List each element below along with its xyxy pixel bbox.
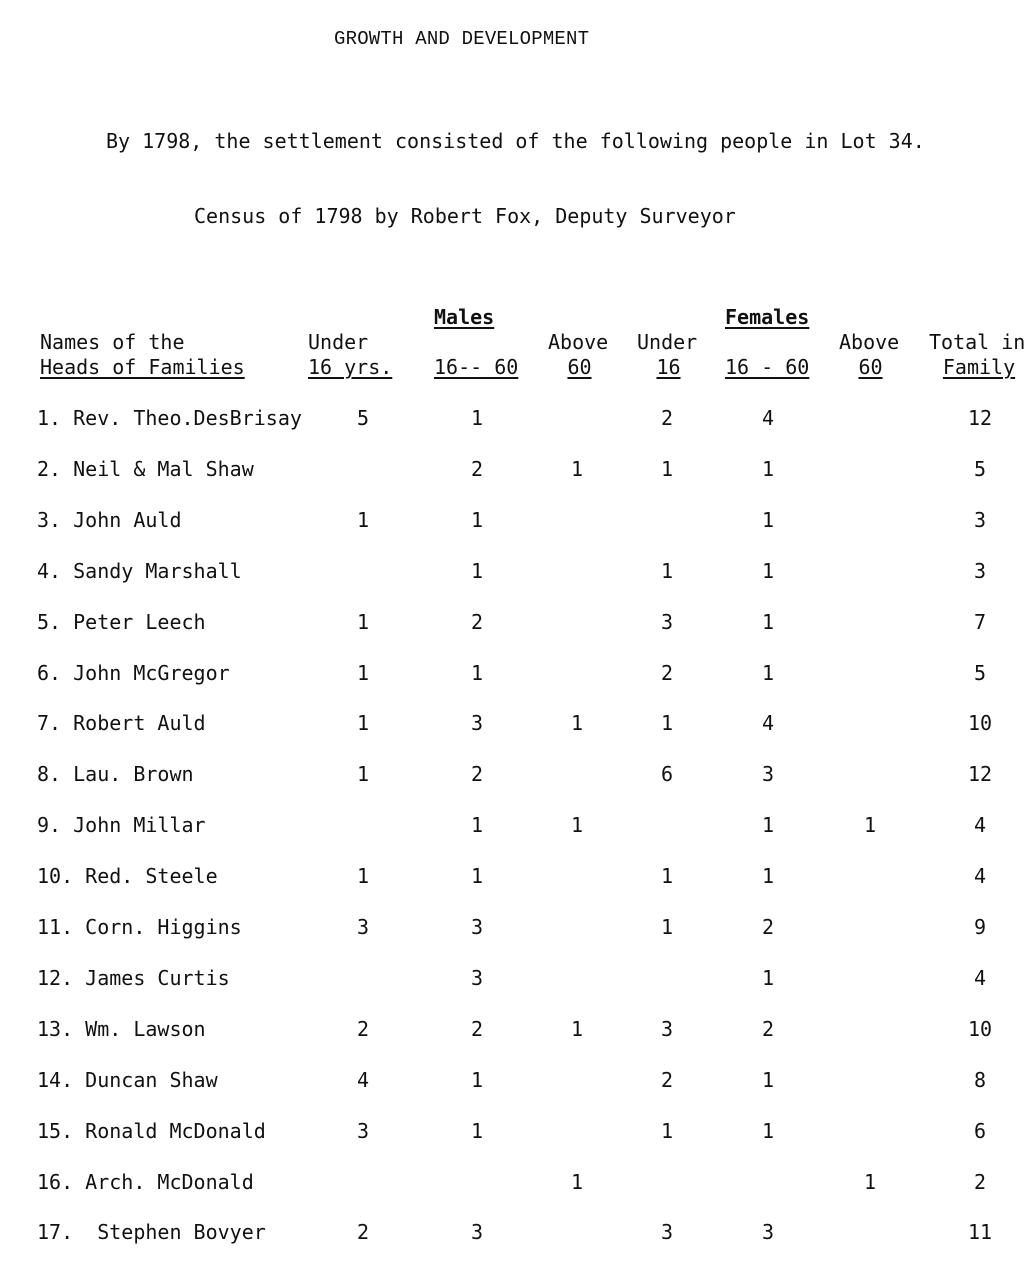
females-16-60-cell: 1 <box>761 609 775 634</box>
females-under-16-cell: 1 <box>660 711 674 736</box>
females-16-60-cell: 1 <box>761 864 775 889</box>
table-row <box>0 508 1030 538</box>
total-in-family-cell: 7 <box>973 609 987 634</box>
females-16-60-cell: 2 <box>761 1016 775 1041</box>
males-16-60-cell: 1 <box>470 864 484 889</box>
females-16-60-cell: 1 <box>761 507 775 532</box>
males-16-60-cell: 1 <box>470 507 484 532</box>
table-row <box>0 864 1030 894</box>
females-under-16-cell: 1 <box>660 1118 674 1143</box>
females-under-16-cell: 3 <box>660 1220 674 1245</box>
males-under-16-cell: 1 <box>356 864 370 889</box>
female-under16-header-line2: 16 <box>656 355 681 379</box>
table-row <box>0 1170 1030 1200</box>
males-under-16-cell: 1 <box>356 762 370 787</box>
females-16-60-cell: 1 <box>761 1067 775 1092</box>
total-in-family-cell: 10 <box>967 1016 993 1041</box>
total-in-family-cell: 9 <box>973 915 987 939</box>
total-header-line1: Total in <box>929 330 1026 354</box>
males-above-60-cell: 1 <box>570 711 584 736</box>
family-head-name: 15. Ronald McDonald <box>37 1118 266 1143</box>
total-in-family-cell: 11 <box>967 1220 993 1245</box>
males-under-16-cell: 2 <box>356 1016 370 1041</box>
males-under-16-cell: 5 <box>356 406 370 430</box>
page-title: GROWTH AND DEVELOPMENT <box>334 28 590 50</box>
family-head-name: 14. Duncan Shaw <box>37 1067 218 1092</box>
females-under-16-cell: 3 <box>660 1016 674 1041</box>
census-caption: Census of 1798 by Robert Fox, Deputy Surveyor <box>194 204 736 228</box>
family-head-name: 6. John McGregor <box>37 660 230 685</box>
table-row <box>0 813 1030 843</box>
males-above-60-cell: 1 <box>570 813 584 838</box>
males-16-60-cell: 1 <box>470 1067 484 1092</box>
total-in-family-cell: 3 <box>973 558 987 583</box>
males-above-60-cell: 1 <box>570 456 584 481</box>
males-16-60-cell: 2 <box>470 609 484 634</box>
males-16-60-cell: 1 <box>470 660 484 685</box>
males-16-60-cell: 2 <box>470 456 484 481</box>
table-row <box>0 406 1030 436</box>
intro-text: By 1798, the settlement consisted of the following people in Lot 34. <box>106 129 925 153</box>
table-row <box>0 762 1030 792</box>
males-above-60-cell: 1 <box>570 1169 584 1194</box>
females-under-16-cell: 2 <box>660 406 674 430</box>
female-above60-header-line2: 60 <box>858 355 883 379</box>
males-under-16-cell: 3 <box>356 915 370 939</box>
names-header-line2: Heads of Families <box>40 355 245 379</box>
females-16-60-cell: 1 <box>761 558 775 583</box>
females-under-16-cell: 6 <box>660 762 674 787</box>
males-under-16-cell: 1 <box>356 609 370 634</box>
males-under-16-cell: 2 <box>356 1220 370 1245</box>
male-16-60-header: 16-- 60 <box>434 355 519 379</box>
males-under-16-cell: 1 <box>356 660 370 685</box>
females-group-header: Females <box>725 305 810 329</box>
females-16-60-cell: 3 <box>761 1220 775 1245</box>
females-under-16-cell: 2 <box>660 1067 674 1092</box>
males-16-60-cell: 2 <box>470 762 484 787</box>
males-under-16-cell: 1 <box>356 711 370 736</box>
family-head-name: 4. Sandy Marshall <box>37 558 242 583</box>
total-in-family-cell: 6 <box>973 1118 987 1143</box>
males-group-header: Males <box>434 305 495 329</box>
males-16-60-cell: 1 <box>470 406 484 430</box>
total-in-family-cell: 3 <box>973 507 987 532</box>
table-row <box>0 915 1030 945</box>
females-16-60-cell: 2 <box>761 915 775 939</box>
male-under16-header-line2: 16 yrs. <box>308 355 393 379</box>
family-head-name: 11. Corn. Higgins <box>37 915 242 939</box>
females-under-16-cell: 1 <box>660 864 674 889</box>
females-16-60-cell: 1 <box>761 813 775 838</box>
table-row <box>0 1068 1030 1098</box>
total-in-family-cell: 4 <box>973 864 987 889</box>
females-above-60-cell: 1 <box>863 1169 877 1194</box>
males-16-60-cell: 3 <box>470 1220 484 1245</box>
table-row <box>0 966 1030 996</box>
family-head-name: 3. John Auld <box>37 507 182 532</box>
table-row <box>0 1017 1030 1047</box>
female-above60-header-line1: Above <box>839 330 900 354</box>
total-in-family-cell: 5 <box>973 456 987 481</box>
males-under-16-cell: 4 <box>356 1067 370 1092</box>
total-in-family-cell: 4 <box>973 813 987 838</box>
females-under-16-cell: 2 <box>660 660 674 685</box>
table-row <box>0 1220 1030 1250</box>
total-in-family-cell: 2 <box>973 1169 987 1194</box>
males-16-60-cell: 1 <box>470 1118 484 1143</box>
females-under-16-cell: 3 <box>660 609 674 634</box>
total-in-family-cell: 12 <box>967 762 993 787</box>
family-head-name: 16. Arch. McDonald <box>37 1169 254 1194</box>
males-above-60-cell: 1 <box>570 1016 584 1041</box>
table-row <box>0 661 1030 691</box>
table-row <box>0 711 1030 741</box>
males-under-16-cell: 3 <box>356 1118 370 1143</box>
female-under16-header-line1: Under <box>637 330 698 354</box>
family-head-name: 8. Lau. Brown <box>37 762 194 787</box>
male-above60-header-line2: 60 <box>567 355 592 379</box>
table-row <box>0 457 1030 487</box>
males-16-60-cell: 3 <box>470 915 484 939</box>
females-16-60-cell: 4 <box>761 711 775 736</box>
table-row <box>0 1119 1030 1149</box>
female-16-60-header: 16 - 60 <box>725 355 810 379</box>
family-head-name: 12. James Curtis <box>37 965 230 990</box>
family-head-name: 2. Neil & Mal Shaw <box>37 456 254 481</box>
males-under-16-cell: 1 <box>356 507 370 532</box>
males-16-60-cell: 1 <box>470 813 484 838</box>
females-above-60-cell: 1 <box>863 813 877 838</box>
females-16-60-cell: 1 <box>761 1118 775 1143</box>
females-under-16-cell: 1 <box>660 915 674 939</box>
family-head-name: 9. John Millar <box>37 813 206 838</box>
males-16-60-cell: 3 <box>470 965 484 990</box>
total-header-line2: Family <box>942 355 1016 379</box>
males-16-60-cell: 2 <box>470 1016 484 1041</box>
family-head-name: 13. Wm. Lawson <box>37 1016 206 1041</box>
males-16-60-cell: 1 <box>470 558 484 583</box>
table-row <box>0 610 1030 640</box>
females-16-60-cell: 4 <box>761 406 775 430</box>
family-head-name: 5. Peter Leech <box>37 609 206 634</box>
females-16-60-cell: 3 <box>761 762 775 787</box>
total-in-family-cell: 8 <box>973 1067 987 1092</box>
family-head-name: 10. Red. Steele <box>37 864 218 889</box>
total-in-family-cell: 5 <box>973 660 987 685</box>
male-under16-header-line1: Under <box>308 330 369 354</box>
females-16-60-cell: 1 <box>761 660 775 685</box>
family-head-name: 17. Stephen Bovyer <box>37 1220 266 1245</box>
total-in-family-cell: 10 <box>967 711 993 736</box>
females-under-16-cell: 1 <box>660 456 674 481</box>
females-16-60-cell: 1 <box>761 965 775 990</box>
names-header-line1: Names of the <box>40 330 185 354</box>
total-in-family-cell: 4 <box>973 965 987 990</box>
females-16-60-cell: 1 <box>761 456 775 481</box>
females-under-16-cell: 1 <box>660 558 674 583</box>
family-head-name: 7. Robert Auld <box>37 711 206 736</box>
male-above60-header-line1: Above <box>548 330 609 354</box>
family-head-name: 1. Rev. Theo.DesBrisay <box>37 406 302 430</box>
total-in-family-cell: 12 <box>967 406 993 430</box>
males-16-60-cell: 3 <box>470 711 484 736</box>
table-row <box>0 559 1030 589</box>
